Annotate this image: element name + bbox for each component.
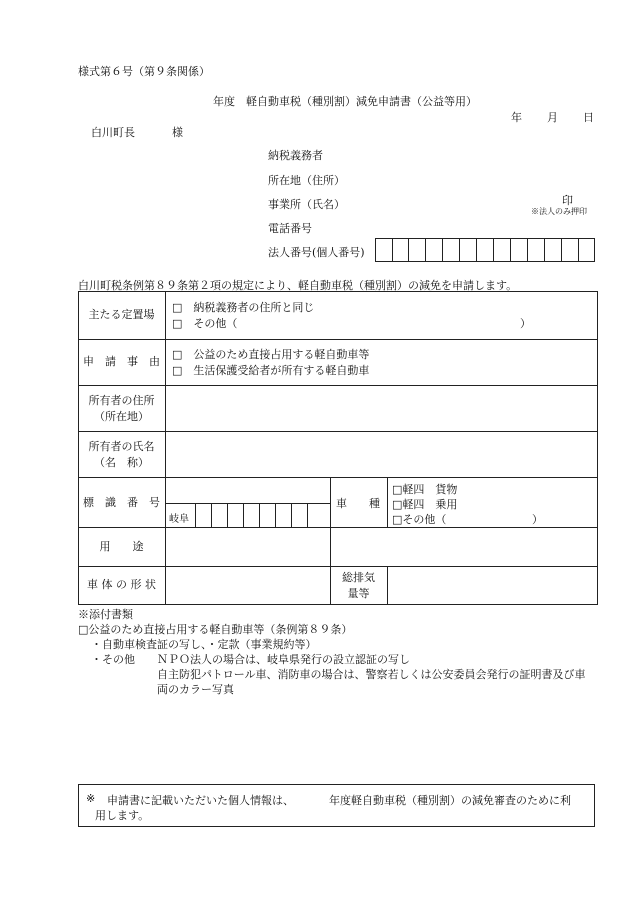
body-shape-label: 車 体 の 形 状 xyxy=(87,578,156,591)
displacement-field[interactable] xyxy=(392,570,592,600)
taxpayer-office-label: 事業所（氏名） xyxy=(268,198,345,211)
vehicle-type-cargo[interactable]: □軽四 貨物 xyxy=(392,483,458,496)
displacement-label: 総排気 xyxy=(342,571,375,584)
owner-name-sublabel: （名 称） xyxy=(94,456,149,469)
body-shape-field[interactable] xyxy=(170,570,325,600)
owner-name-field[interactable] xyxy=(170,436,590,472)
owner-address-field[interactable] xyxy=(170,390,590,426)
reason-label: 申 請 事 由 xyxy=(83,355,160,368)
storage-option-same[interactable]: □ 納税義務者の住所と同じ xyxy=(172,301,315,314)
date-day: 日 xyxy=(583,111,594,124)
addressee: 白川町長 xyxy=(91,126,135,139)
plate-prefix: 岐阜 xyxy=(169,514,189,525)
use-label: 用 途 xyxy=(99,540,144,553)
storage-option-close: ） xyxy=(520,317,531,330)
taxpayer-heading: 納税義務者 xyxy=(268,149,323,162)
plate-number-label: 標 識 番 号 xyxy=(83,496,160,509)
taxpayer-address-label: 所在地（住所） xyxy=(268,174,345,187)
vehicle-type-label: 車 種 xyxy=(336,497,380,510)
use-field[interactable] xyxy=(170,531,590,561)
vehicle-type-passenger[interactable]: □軽四 乗用 xyxy=(392,498,458,511)
date-year: 年 xyxy=(511,111,522,124)
taxpayer-phone-label: 電話番号 xyxy=(268,222,312,235)
reason-option-public[interactable]: □ 公益のため直接占用する軽自動車等 xyxy=(172,348,370,361)
attachment-other-label: ・その他 xyxy=(91,653,135,666)
vehicle-type-other[interactable]: □その他（ xyxy=(392,513,447,526)
corp-number-label: 法人番号(個人番号) xyxy=(268,246,365,259)
vehicle-type-close: ） xyxy=(532,513,543,526)
form-number: 様式第６号（第９条関係） xyxy=(78,65,210,78)
attachment-public-use[interactable]: □公益のため直接占用する軽自動車等（条例第８９条） xyxy=(78,623,353,636)
displacement-sublabel: 量等 xyxy=(347,587,370,600)
date-month: 月 xyxy=(547,111,558,124)
privacy-text-2: 年度軽自動車税（種別割）の減免審査のために利 xyxy=(329,794,571,807)
storage-location-label: 主たる定置場 xyxy=(88,308,155,321)
addressee-honorific: 様 xyxy=(172,126,183,139)
storage-option-other[interactable]: □ その他（ xyxy=(172,317,238,330)
attachment-npo: ＮＰＯ法人の場合は、岐阜県発行の設立認証の写し xyxy=(157,653,410,666)
attachment-patrol-cont: 両のカラー写真 xyxy=(157,683,234,696)
owner-name-label: 所有者の氏名 xyxy=(88,440,155,453)
privacy-text-3: 用します。 xyxy=(95,809,150,822)
application-statement: 白川町税条例第８９条第２項の規定により、軽自動車税（種別割）の減免を申請します。 xyxy=(78,279,518,292)
reason-option-welfare[interactable]: □ 生活保護受給者が所有する軽自動車 xyxy=(172,364,370,377)
form-title: 年度 軽自動車税（種別割）減免申請書（公益等用） xyxy=(213,95,477,108)
attachment-inspection-cert: ・自動車検査証の写し、・定款（事業規約等） xyxy=(91,638,317,651)
owner-address-label: 所有者の住所 xyxy=(88,394,155,407)
privacy-text-1: 申請書に記載いただいた個人情報は、 xyxy=(107,794,294,807)
seal-note: ※法人のみ押印 xyxy=(531,207,587,216)
owner-address-sublabel: （所在地） xyxy=(94,410,149,423)
attachment-patrol: 自主防犯パトロール車、消防車の場合は、警察若しくは公安委員会発行の証明書及び車 xyxy=(157,668,586,681)
attachments-heading: ※添付書類 xyxy=(78,608,133,621)
seal-mark: 印 xyxy=(562,194,573,207)
privacy-mark: ※ xyxy=(86,792,96,805)
